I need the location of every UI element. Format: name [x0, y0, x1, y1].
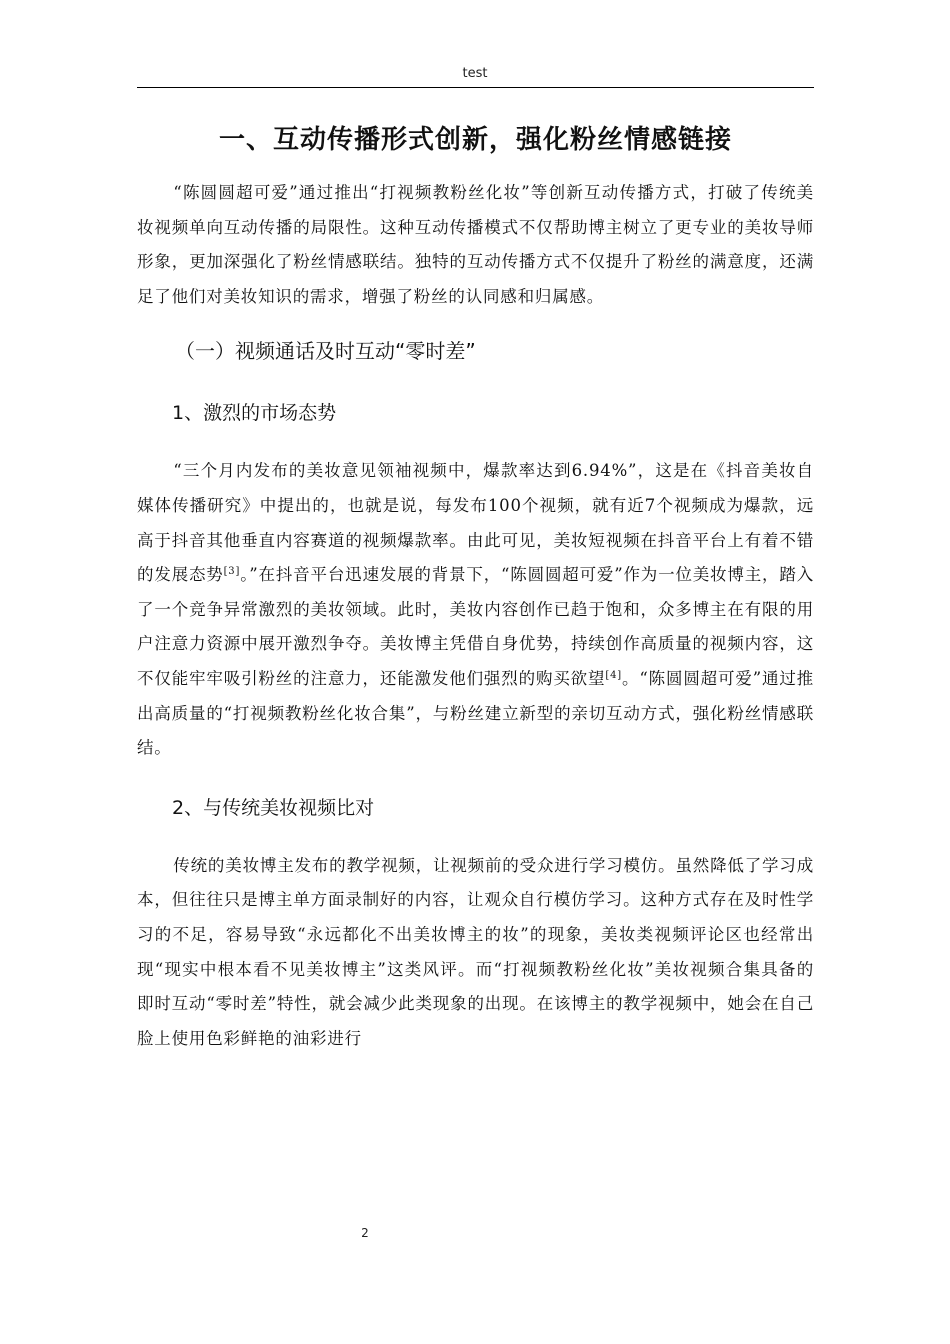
- market-paragraph-part-a: “三个月内发布的美妆意见领袖视频中，爆款率达到6.94%”，这是在《抖音美妆自媒体传播研究》中提出的，也就是说，每发布100个视频，就有近7个视频成为爆款，远高于抖音其他垂直内容赛道的视频爆款率。由此可见，美妆短视频在抖音平台上有着不错的发展态势: [137, 461, 814, 585]
- market-paragraph-part-c: 。“陈圆圆超可爱”通过推出高质量的“打视频教粉丝化妆合集”，与粉丝建立新型的亲切互动方式，强化粉丝情感联结。: [137, 668, 814, 758]
- section-heading: （一）视频通话及时互动“零时差”: [175, 339, 476, 364]
- chapter-title: 一、互动传播形式创新，强化粉丝情感链接: [218, 125, 732, 155]
- subsection-heading-1: 1、激烈的市场态势: [172, 402, 337, 425]
- comparison-paragraph: 传统的美妆博主发布的教学视频，让视频前的受众进行学习模仿。虽然降低了学习成本，但往往只是博主单方面录制好的内容，让观众自行模仿学习。这种方式存在及时性学习的不足，容易导致“永远都化不出美妆博主的妆”的现象，美妆类视频评论区也经常出现“现实中根本看不见美妆博主”这类风评。而“打视频教粉丝化妆”美妆视频合集具备的即时互动“零时差”特性，就会减少此类现象的出现。在该博主的教学视频中，她会在自己脸上使用色彩鲜艳的油彩进行: [137, 855, 814, 1048]
- market-paragraph: [137, 454, 814, 765]
- header-divider: [137, 87, 814, 88]
- running-header: test: [462, 66, 488, 81]
- citation-3: [3]: [223, 566, 241, 578]
- market-paragraph-part-b: 。”在抖音平台迅速发展的背景下，“陈圆圆超可爱”作为一位美妆博主，踏入了一个竞争异常激烈的美妆领域。此时，美妆内容创作已趋于饱和，众多博主在有限的用户注意力资源中展开激烈争夺。美妆博主凭借自身优势，持续创作高质量的视频内容，这不仅能牢牢吸引粉丝的注意力，还能激发他们强烈的购买欲望: [137, 565, 814, 688]
- intro-paragraph: “陈圆圆超可爱”通过推出“打视频教粉丝化妆”等创新互动传播方式，打破了传统美妆视频单向互动传播的局限性。这种互动传播模式不仅帮助博主树立了更专业的美妆导师形象，更加深强化了粉丝情感联结。独特的互动传播方式不仅提升了粉丝的满意度，还满足了他们对美妆知识的需求，增强了粉丝的认同感和归属感。: [137, 183, 814, 306]
- page-number: 2: [361, 1226, 369, 1240]
- citation-4: [4]: [605, 669, 622, 681]
- page-body: [137, 118, 814, 1056]
- subsection-heading-2: 2、与传统美妆视频比对: [172, 796, 375, 819]
